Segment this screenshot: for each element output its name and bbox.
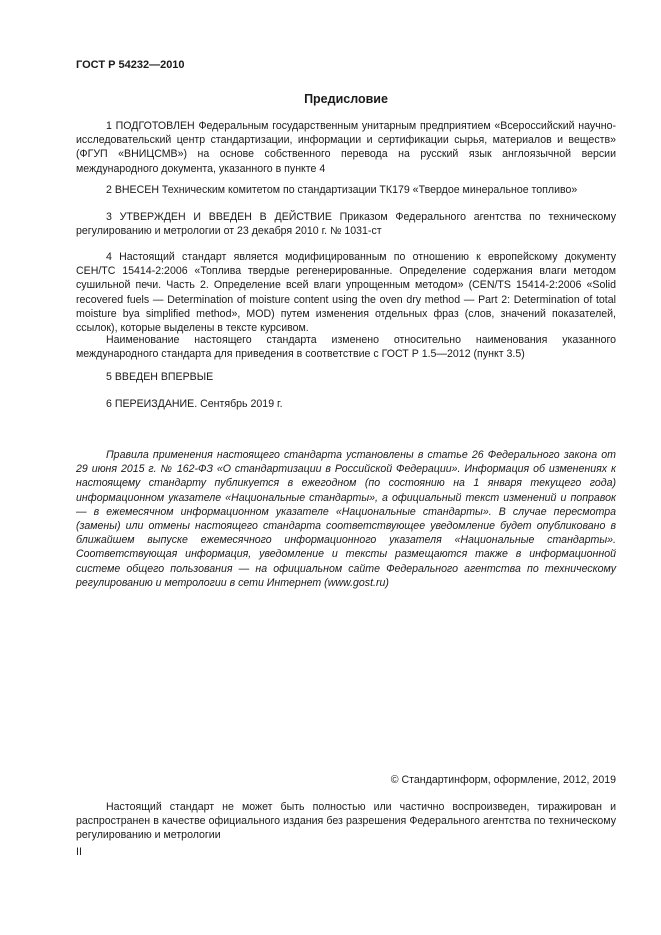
page-number: II (76, 846, 82, 858)
paragraph-introduced: 2 ВНЕСЕН Техническим комитетом по стандартизации ТК179 «Твердое минеральное топливо» (106, 184, 578, 196)
section-title: Предисловие (304, 92, 388, 106)
paragraph-modified: 4 Настоящий стандарт является модифицированным по отношению к европейскому документу CEH/TC 15414-2:2006 «Топлива твердые регенерированные. Определение содержания влаги методом сушильной печи. Часть 2. Определение всей влаги упрощенным методом» (CEN/TS 15414-2:2006 «Solid recovered fuels — Determination of moisture content using the oven dry method — Part 2: Determination of total moisture bya simplified method», MOD) путем изменения отдельных фраз (слов, значений показателей, ссылок), которые выделены в тексте курсивом. (76, 251, 616, 335)
paragraph-name-change: Наименование настоящего стандарта изменено относительно наименования указанного международного стандарта для приведения в соответствие с ГОСТ Р 1.5—2012 (пункт 3.5) (76, 334, 616, 361)
paragraph-prepared: 1 ПОДГОТОВЛЕН Федеральным государственным унитарным предприятием «Всероссийский научно-исследовательский центр стандартизации, информации и сертификации сырья, материалов и веществ» (ФГУП «ВНИЦСМВ») на основе собственного перевода на русский язык англоязычной версии международного документа, указанного в пункте 4 (76, 120, 616, 175)
copyright-line: © Стандартинформ, оформление, 2012, 2019 (390, 774, 616, 786)
rules-note: Правила применения настоящего стандарта установлены в статье 26 Федерального закона от 29 июня 2015 г. № 162-ФЗ «О стандартизации в Российской Федерации». Информация об изменениях к настоящему стандарту публикуется в ежегодном (по состоянию на 1 января текущего года) информационном указателе «Национальные стандарты», а официальный текст изменений и поправок — в ежемесячном информационном указателе «Национальные стандарты». В случае пересмотра (замены) или отмены настоящего стандарта соответствующее уведомление будет опубликовано в ближайшем выпуске ежемесячного информационного указателя «Национальные стандарты». Соответствующая информация, уведомление и тексты размещаются также в информационной системе общего пользования — на официальном сайте Федерального агентства по техническому регулированию и метрологии в сети Интернет (www.gost.ru) (76, 449, 616, 589)
paragraph-approved: 3 УТВЕРЖДЕН И ВВЕДЕН В ДЕЙСТВИЕ Приказом Федерального агентства по техническому регулированию и метрологии от 23 декабря 2010 г. № 1031-ст (76, 211, 616, 238)
document-code: ГОСТ Р 54232—2010 (76, 59, 185, 71)
paragraph-reissue: 6 ПЕРЕИЗДАНИЕ. Сентябрь 2019 г. (106, 398, 283, 410)
reproduction-note: Настоящий стандарт не может быть полностью или частично воспроизведен, тиражирован и распространен в качестве официального издания без разрешения Федерального агентства по техническому регулированию и метрологии (76, 801, 616, 842)
paragraph-first-introduced: 5 ВВЕДЕН ВПЕРВЫЕ (106, 371, 214, 383)
